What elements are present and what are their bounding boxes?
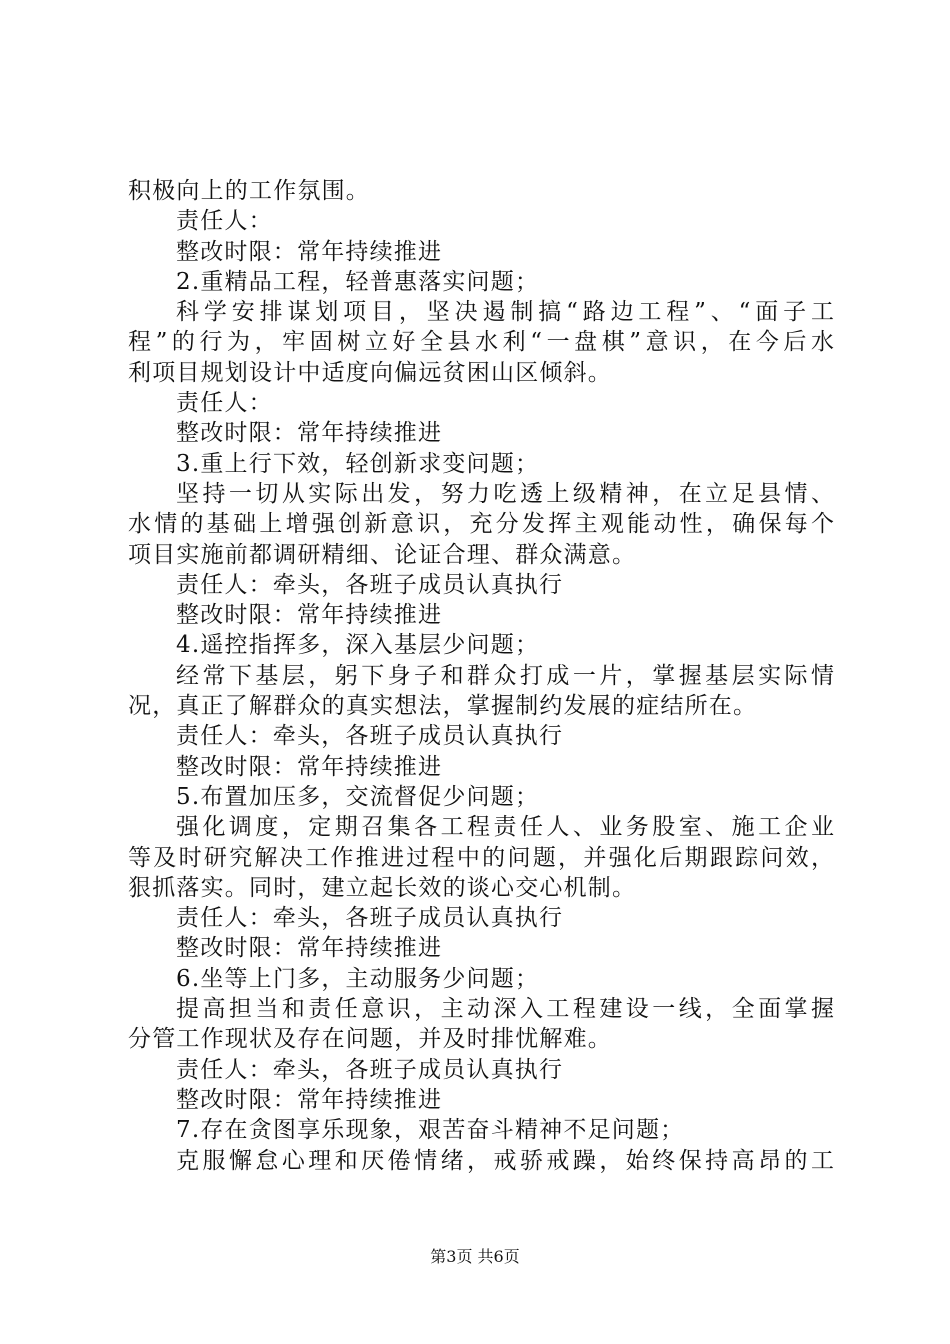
text-line: 整改时限：常年持续推进	[176, 753, 443, 780]
text-line: 5.布置加压多，交流督促少问题；	[176, 783, 540, 810]
text-line: 7.存在贪图享乐现象，艰苦奋斗精神不足问题；	[176, 1117, 685, 1144]
text-line: 科学安排谋划项目，坚决遏制搞“路边工程”、“面子工	[176, 299, 834, 326]
text-line: 责任人：	[176, 390, 273, 417]
text-line: 强化调度，定期召集各工程责任人、业务股室、施工企业	[176, 814, 834, 841]
text-line: 程”的行为，牢固树立好全县水利“一盘棋”意识，在今后水	[128, 329, 834, 356]
text-line: 积极向上的工作氛围。	[128, 178, 370, 204]
text-line: 整改时限：常年持续推进	[176, 602, 443, 629]
text-line: 坚持一切从实际出发，努力吃透上级精神，在立足县情、	[176, 480, 834, 507]
text-line: 整改时限：常年持续推进	[176, 935, 443, 962]
text-line: 项目实施前都调研精细、论证合理、群众满意。	[128, 541, 637, 568]
text-line: 整改时限：常年持续推进	[176, 1086, 443, 1113]
text-line: 3.重上行下效，轻创新求变问题；	[176, 450, 540, 477]
text-line: 责任人：牵头，各班子成员认真执行	[176, 1056, 564, 1083]
text-line: 6.坐等上门多，主动服务少问题；	[176, 965, 540, 992]
page-footer: 第3页 共6页	[430, 1247, 520, 1266]
text-line: 2.重精品工程，轻普惠落实问题；	[176, 268, 540, 295]
text-line: 责任人：牵头，各班子成员认真执行	[176, 571, 564, 598]
text-line: 责任人：牵头，各班子成员认真执行	[176, 723, 564, 750]
text-line: 整改时限：常年持续推进	[176, 238, 443, 265]
text-line: 提高担当和责任意识，主动深入工程建设一线，全面掌握	[176, 996, 834, 1023]
text-line: 况，真正了解群众的真实想法，掌握制约发展的症结所在。	[128, 693, 758, 720]
text-line: 整改时限：常年持续推进	[176, 420, 443, 447]
text-line: 4.遥控指挥多，深入基层少问题；	[176, 632, 540, 659]
text-line: 利项目规划设计中适度向偏远贫困山区倾斜。	[128, 359, 612, 386]
text-line: 克服懈怠心理和厌倦情绪，戒骄戒躁，始终保持高昂的工	[176, 1147, 834, 1174]
document-body	[128, 176, 834, 1176]
text-line: 等及时研究解决工作推进过程中的问题，并强化后期跟踪问效，	[128, 844, 834, 871]
text-line: 分管工作现状及存在问题，并及时排忧解难。	[128, 1026, 612, 1053]
text-line: 责任人：	[176, 208, 273, 235]
text-line: 责任人：牵头，各班子成员认真执行	[176, 905, 564, 932]
text-line: 水情的基础上增强创新意识，充分发挥主观能动性，确保每个	[128, 511, 834, 538]
text-line: 狠抓落实。同时，建立起长效的谈心交心机制。	[128, 874, 637, 901]
text-line: 经常下基层，躬下身子和群众打成一片，掌握基层实际情	[176, 662, 834, 689]
